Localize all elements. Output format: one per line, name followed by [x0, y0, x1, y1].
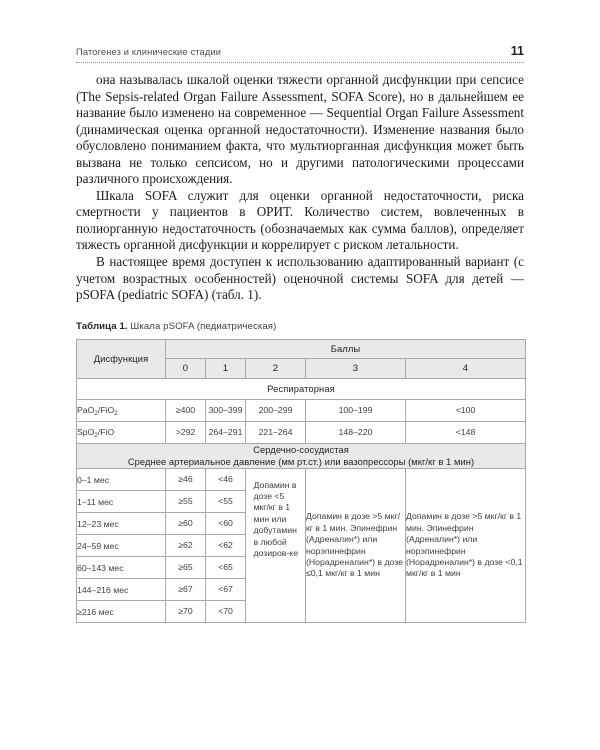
table-caption	[76, 321, 524, 332]
header-scores-group: Баллы	[166, 339, 526, 358]
header-score-1: 1	[206, 358, 246, 378]
section-title-respiratory: Респираторная	[77, 378, 526, 399]
cell-value: 148–220	[306, 421, 406, 443]
header-score-3: 3	[306, 358, 406, 378]
header-score-4: 4	[406, 358, 526, 378]
table-row	[77, 399, 526, 421]
cell-value: >292	[166, 421, 206, 443]
cell-value: <62	[206, 535, 246, 557]
row-label-age: 12–23 мес	[77, 513, 166, 535]
section-title-line-1: Сердечно-сосудистая	[253, 443, 349, 455]
merged-cell-score3: Допамин в дозе >5 мкг/кг в 1 мин. Эпинефрин (Адреналин*) или норэпинефрин (Норадреналин*) в дозе ≤0,1 мкг/кг в 1 мин	[306, 469, 406, 623]
cell-value: <65	[206, 557, 246, 579]
cell-value: ≥46	[166, 469, 206, 491]
table-caption-text: Шкала pSOFA (педиатрическая)	[130, 320, 277, 332]
row-label-age: 60–143 мес	[77, 557, 166, 579]
cell-value: ≥55	[166, 491, 206, 513]
cell-value: <100	[406, 399, 526, 421]
cell-value: <46	[206, 469, 246, 491]
cell-value: <67	[206, 579, 246, 601]
cell-value: <55	[206, 491, 246, 513]
paragraph-2: Шкала SOFA служит для оценки органной недостаточности, риска смертности у пациентов в ОРИТ. Количество систем, вовлеченных в полиорганную недостаточность (обозначаемых как сумма баллов), определяет тяжесть органной дисфункции и коррелирует с риском летальности.	[76, 187, 524, 253]
header-score-0: 0	[166, 358, 206, 378]
cell-value: ≥62	[166, 535, 206, 557]
cell-value: 300–399	[206, 399, 246, 421]
row-label-pao2-fio2: PaO$_2$/FiO$_2$	[77, 399, 166, 421]
cell-value: <148	[406, 421, 526, 443]
cell-value: 200–299	[246, 399, 306, 421]
cell-value: ≥65	[166, 557, 206, 579]
cell-value: <60	[206, 513, 246, 535]
row-label-age: ≥216 мес	[77, 601, 166, 623]
merged-cell-score2-text: Допамин в дозе <5 мкг/кг в 1 мин или добутамин в любой дозиров-ке	[253, 479, 299, 558]
section-row-cardiovascular	[77, 443, 526, 468]
running-head-title: Патогенез и клинические стадии	[76, 47, 222, 57]
cell-value: ≥70	[166, 601, 206, 623]
header-dysfunction: Дисфункция	[77, 339, 166, 378]
cell-value: 100–199	[306, 399, 406, 421]
section-title-cardiovascular	[77, 443, 526, 468]
paragraph-3: В настоящее время доступен к использованию адаптированный вариант (с учетом возрастных особенностей) оценочной системы SOFA для детей — pSOFA (pediatric SOFA) (табл. 1).	[76, 254, 524, 303]
table-row	[77, 421, 526, 443]
psofa-table	[76, 339, 526, 623]
section-title-line-2: Среднее артериальное давление (мм рт.ст.) или вазопрессоры (мкг/кг в 1 мин)	[127, 455, 475, 467]
row-label-age: 1–11 мес	[77, 491, 166, 513]
row-label-age: 0–1 мес	[77, 469, 166, 491]
row-label-age: 24–59 мес	[77, 535, 166, 557]
cell-value: ≥400	[166, 399, 206, 421]
paragraph-1: она называлась шкалой оценки тяжести органной дисфункции при сепсисе (The Sepsis-related Organ Failure Assessment, SOFA Score), но в дальнейшем ее название было изменено на современное — Sequential Organ Failure Assessment (динамическая оценка органной недостаточности). Изменение названия было обусловлено пониманием факта, что мультиорганная дисфункция может быть вызвана не только сепсисом, но и другими патологическими процессами различного происхождения.	[76, 72, 524, 187]
row-label-spo2-fio: SpO$_2$/FiO	[77, 421, 166, 443]
merged-cell-score4: Допамин в дозе >5 мкг/кг в 1 мин. Эпинефрин (Адреналин*) или норэпинефрин (Норадреналин*) в дозе <0,1 мкг/кг в 1 мин	[406, 469, 526, 623]
table-caption-label: Таблица 1.	[76, 320, 128, 332]
running-head	[76, 0, 524, 58]
cell-value: 264–291	[206, 421, 246, 443]
row-label-age: 144–216 мес	[77, 579, 166, 601]
cell-value: ≥67	[166, 579, 206, 601]
running-head-divider	[76, 61, 524, 63]
cell-value: 221–264	[246, 421, 306, 443]
header-score-2: 2	[246, 358, 306, 378]
cell-value: <70	[206, 601, 246, 623]
section-row-respiratory	[77, 378, 526, 399]
body-text	[76, 72, 524, 304]
page-number: 11	[510, 44, 524, 58]
table-header-row-1	[77, 339, 526, 358]
cell-value: ≥60	[166, 513, 206, 535]
table-row	[77, 469, 526, 491]
